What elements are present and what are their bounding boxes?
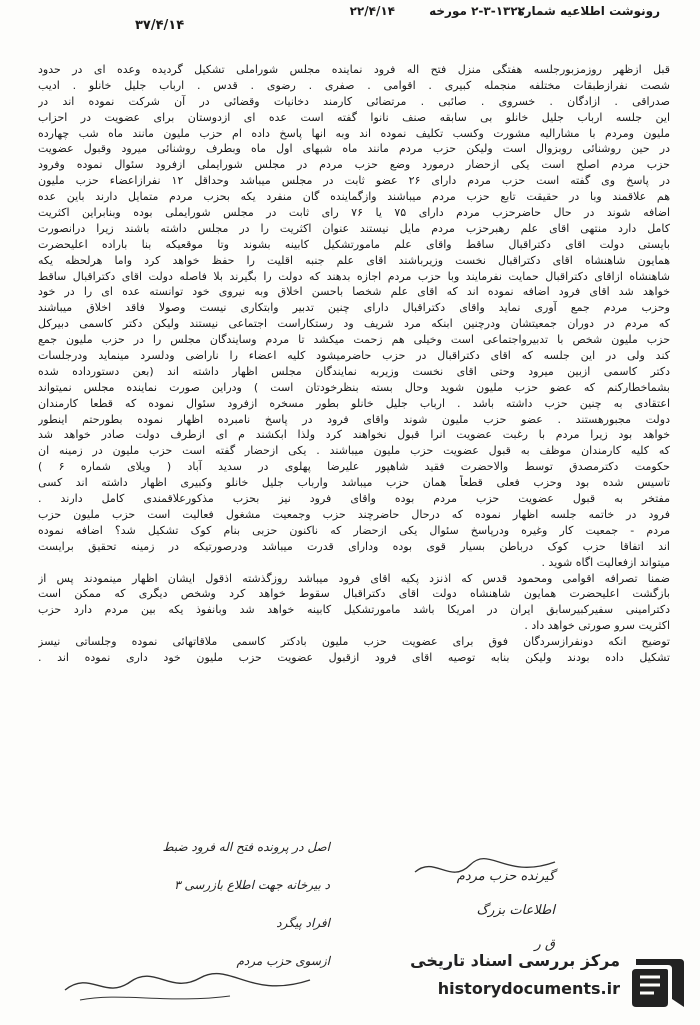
margin-note: د بیرخانه جهت اطلاع بازرسی ۳ [174, 878, 330, 892]
signature-line: ق ر [534, 937, 555, 952]
signature-line: گیرنده حزب مردم [456, 869, 555, 884]
body-line: هم علاقمند وبا در حقیقت تابع حزب مردم میباشند وازگماینده گان منفرد یکه بحزب مردم متمایل دارند باین عده [38, 190, 670, 204]
body-line: بازگشت اعلیحضرت همایون شاهنشاه دولت اقای دکتراقبال سقوط خواهد کرد وشخص دیگری که ممکن است [38, 587, 670, 601]
body-line: اعتقادی به چنین حزب داشته باشد . ارباب جلیل خانلو بطور مسخره ازفرود سئوال نموده که قطعا کارمندان [38, 396, 670, 410]
body-line: در حین روشنائی روبزوال است ولیکن حزب مردم مانند ماه شبهای اول ماه وبطرف روشنائی میرود وقبول عضویت [38, 142, 670, 156]
body-line: اند اتفاقا حزب کوک درباطن بسیار قوی بوده ودارای قدرت میباشد ودرصورتیکه در زمینه تحقیق برایست [38, 539, 670, 553]
archive-watermark [368, 949, 688, 1011]
header-copy-label: رونوشت اطلاعیه شماره [517, 4, 660, 18]
body-line: دکتر کاسمی ازبین میرود وحتی اقای نخست وزیربه نمایندگان مجلس اظهار داشته اند (بعن دستورداده شده [38, 364, 670, 378]
body-line: شاهنشاه ازاقای دکتراقبال حمایت نفرمایند وبا حزب مردم اجازه بدهند که دولت را بگیرند بلا فاصله دولت اقای دکتراقبال ساقط [38, 269, 670, 283]
body-line: خواهد شد اقای فرود اضافه نموده اند که اقای علم شخصا باحسن اخلاق وبه نیروی خود توانسته عده ای را در خود [38, 285, 670, 299]
margin-note: ازسوی حزب مردم [236, 954, 330, 968]
watermark-url: historydocuments.ir [437, 979, 620, 998]
body-line: توضیح انکه دونفرازسردگان فوق برای عضویت حزب ملیون بادکتر کاسمی ملاقاتهائی نموده وجلساتی نیسز [38, 635, 670, 649]
body-line: بشماخطارکنم که عضو حزب ملیون شوید وحال بسته بنظرخودتان است ) ودراین صورت نماینده مجلس نمیتواند [38, 380, 670, 394]
body-line: حزب مردم اصلح است یکی ازحضار درمورد وضع حزب مردم در مجلس شورایملی ازفرود سئوال نموده وفرود [38, 158, 670, 172]
body-line: کامل دارد منتهی اقای علم رهبرحزب مردم مایل نیستند عنوان اکثریت را در مجلس داشته باشند زیرا درانصورت [38, 221, 670, 235]
margin-notes-left [30, 828, 330, 980]
body-line: اکثریت سرو صورتی خواهد داد . [524, 619, 670, 633]
body-line: که کلیه کارمندان موظف به قبول عضویت حزب ملیون میباشند . یکی ازحضار گفته است حزب ملیون در زمینه ان [38, 444, 670, 458]
body-line: حزب ملیون شخص با تدبیرواجتماعی است وخیلی هم زحمت میکشد تا مردم وسایندگان مجلس را در حزب ملیون جمع [38, 333, 670, 347]
margin-note: افراد پیگرد [276, 916, 330, 930]
body-line: فرود در خاتمه جلسه اظهار نموده که درحال حاضرچند حزب وجمعیت مشغول فعالیت است حزب ملیون حزب [38, 507, 670, 521]
body-line: خواهد بود زیرا مردم با رغبت عضویت انرا قبول نخواهند کرد ولذا ابکشند م ای ازطرف دولت صادر خواهد شد [38, 428, 670, 442]
body-line: این جلسه ارباب جلیل خانلو بی سابقه صنف نانوا گفته است عده ای ازدوستان برای عضویت در احزاب [38, 110, 670, 124]
body-line: میتواند ازفعالیت اگاه شوید . [541, 555, 670, 569]
body-line: بایستی دولت اقای دکتراقبال ساقط واقای علم مامورتشکیل کابینه بشوند وتا موقعیکه بنا باراده اعلیحضرت [38, 237, 670, 251]
margin-note: اصل در پرونده فتح اله فرود ضبط [162, 840, 330, 854]
header-date: ۲۲/۴/۱۴ [349, 4, 395, 18]
signature-line: اطلاعات بزرگ [476, 903, 555, 918]
header-archive-number: ۳۷/۴/۱۴ [135, 18, 185, 33]
body-line: تاسیس شده بود وحزب فعلی قطعاً همان حزب میباشد وارباب جلیل خانلو وکبیری اظهار داشته اند کسی [38, 476, 670, 490]
body-line: در پاسخ وی گفته است حزب مردم دارای ۲۶ عضو ثابت در مجلس میباشد وحداقل ۱۲ نفرازاعضاء حزب ملیون [38, 174, 670, 188]
document-header [100, 4, 660, 33]
header-number: ۲-۳-۱۳۲۲ مورخه [429, 4, 525, 18]
body-line: دکترامینی سفیرکبیرسابق ایران در امریکا باشد مامورتشکیل کابینه خواهد شد وبانفوذ یکه بین مردم دارد حزب [38, 603, 670, 617]
body-line: که مردم در دوران جمعیتشان ودرچنین ابنکه مرد شریف ود رستکاراست اجتماعی نیستند ولیکن دکتر کاسمی دبیرکل [38, 317, 670, 331]
body-line: حکومت دکترمصدق توسط والاحضرت فقید شاهپور علیرضا پهلوی در سدید آباد ( ویلای شماره ۶ ) [38, 460, 670, 474]
document-body [38, 62, 670, 666]
body-line: صدراقی . ازادگان . خسروی . صائبی . مرتضائی کارمند دخانیات وقضائی در آن شرکت نموده اند در [38, 94, 670, 108]
watermark-title: مرکز بررسی اسناد تاریخی [410, 951, 620, 970]
handwritten-signature [60, 960, 320, 1010]
body-line: قبل ازظهر روزمزبورجلسه هفتگی منزل فتح اله فرود نماینده مجلس شوراملی تشکیل گردیده وعده ای در حدود [38, 63, 670, 76]
body-line: اضافه شوند در حال حاضرحزب مردم دارای ۷۵ یا ۷۶ رای ثابت در مجلس شورایملی بوده وبنابراین اکثریت [38, 206, 670, 220]
body-line: دولت مجبورهستند . عضو حزب ملیون شوند واقای فرود در پاسخ نامبرده اظهار نموده بطورحتم اینطور [38, 412, 670, 426]
archive-logo-icon [628, 953, 688, 1011]
body-line: ضمنا تصرافه اقوامی ومحمود قدس که اذنزد پکیه اقای فرود میباشد روزگذشته اذقول ایشان اظهار مینمودند پس از [38, 571, 670, 585]
body-line: کند ولی در این جلسه که اقای دکتراقبال در حزب حاضرمیشود کلیه اعضاء را ناراضی ودلسرد مینماید ودرجلسات [38, 349, 670, 363]
body-line: همایون شاهنشاه اقای دکتراقبال نخست وزیرباشند اقای علم جنبه اقلیت را حفظ خواهد کرد واما هرلحظه یکه [38, 253, 670, 267]
body-line: مردم - جمعیت کار وغیره ودرپاسخ سئوال یکی ازحضار که ناکنون حزبی بنام کوک تشکیل شد؟ اضافه نموده [38, 523, 670, 537]
body-line: وحزب مردم جمع آوری نماید واقای دکتراقبال دارای چنین تدبیر وابتکاری نیست وصولا فاقد اخلاق میباشند [38, 301, 670, 315]
body-line: تشکیل داده بودند ولیکن بنابه توصیه اقای فرود ازقبول عضویت حزب ملیون خود داری نموده اند . [38, 650, 670, 664]
body-line: ملیون ومردم با مشارالیه مشورت وکسب تکلیف نموده اند وبه انها پاسخ داده ام حزب ملیون مانند ماه شب چهارده [38, 126, 670, 140]
body-line: شصت نفرازطبقات مختلفه منجمله کبیری . اقوامی . صفری . رضوی . قدس . ارباب جلیل خانلو . ادیب [38, 78, 670, 92]
handwritten-signature-top [410, 850, 560, 890]
body-line: مفتخر به قبول عضویت حزب مردم بوده واقای فرود نیز بحزب مذکورعلاقمندی کامل دارند . [38, 492, 670, 506]
